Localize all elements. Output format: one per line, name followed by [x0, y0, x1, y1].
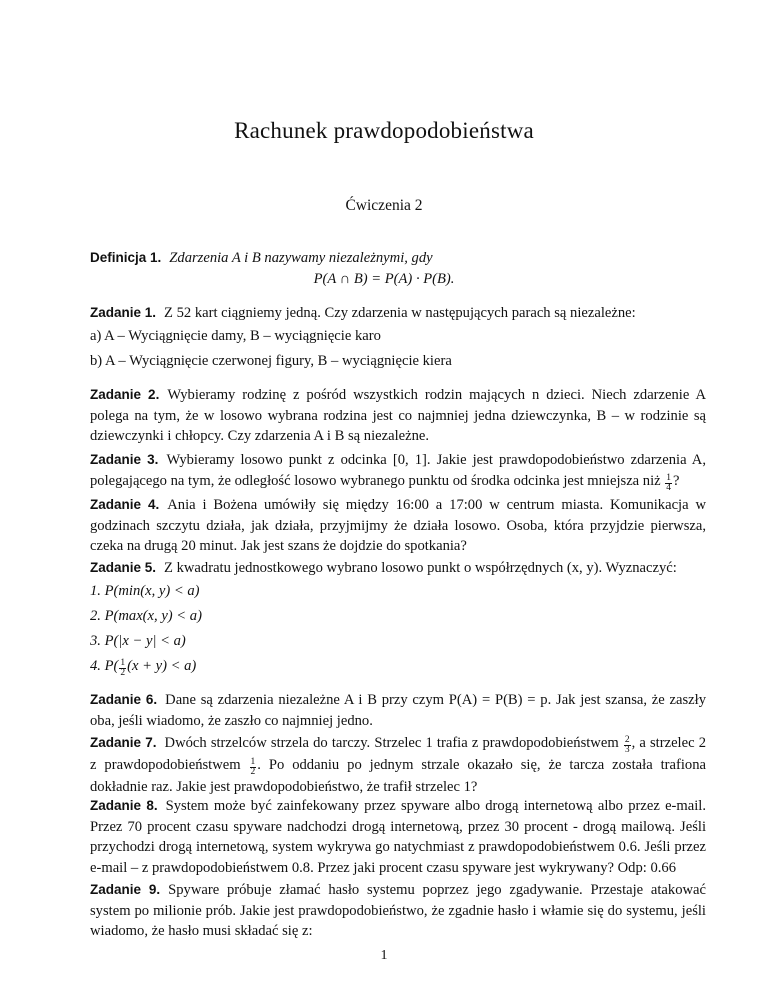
task-4-text: Ania i Bożena umówiły się między 16:00 a 17:00 w centrum miasta. Komunikacja w godzinach szczytu działa, jak działa, przyjmijmy że działa losowo. Osoba, która przyjdzie pierwsza, czeka na drugą 20 minut. Jak jest szans że dojdzie do spotkania?	[90, 497, 706, 554]
task-7-fraction-2: $\frac{1}{2}$	[250, 757, 256, 777]
task-1-item-a: a) A – Wyciągnięcie damy, B – wyciągnięcie karo	[90, 328, 381, 344]
task-2	[90, 385, 706, 447]
definition-text: Zdarzenia A i B nazywamy niezależnymi, gdy	[169, 250, 433, 266]
task-8-label: Zadanie 8.	[90, 798, 158, 813]
task-8-text: System może być zainfekowany przez spyware albo drogą internetową albo przez e-mail. Przez 70 procent czasu spyware nadchodzi drogą internetową, przez 30 procent - drogą mailową. Jeśli przychodzi drogą internetową, system wykrywa go natychmiast z prawdopodobieństwem 0.6. Jeśli przez e-mail – z prawdopodobieństwem 0.8. Przez jaki procent czasu spyware jest wykrywany? Odp: 0.66	[90, 798, 706, 876]
task-4	[90, 495, 706, 557]
definition-formula: P(A ∩ B) = P(A) · P(B).	[313, 271, 455, 287]
task-6-label: Zadanie 6.	[90, 692, 158, 707]
task-9-label: Zadanie 9.	[90, 882, 161, 897]
task-9-text: Spyware próbuje złamać hasło systemu poprzez jego zgadywanie. Przestaje atakować system po milionie prób. Jakie jest prawdopodobieństwo, że zgadnie hasło i włamie się do systemu, jeśli wiadomo, że hasło musi składać się z:	[90, 882, 706, 939]
page-number: 1	[380, 948, 388, 963]
task-7-label: Zadanie 7.	[90, 735, 157, 750]
task-5-item-3: 3. P(|x − y| < a)	[90, 633, 186, 649]
document-subtitle: Ćwiczenia 2	[345, 197, 423, 214]
task-5-item-4-fraction: $\frac{1}{2}$	[120, 658, 126, 678]
task-1	[90, 303, 706, 324]
task-9	[90, 880, 706, 942]
task-7-fraction-1: $\frac{2}{3}$	[624, 735, 630, 755]
task-6	[90, 690, 706, 731]
task-5-item-2: 2. P(max(x, y) < a)	[90, 608, 202, 624]
task-6-text: Dane są zdarzenia niezależne A i B przy czym P(A) = P(B) = p. Jak jest szansa, że zaszły oba, jeśli wiadomo, że zaszło co najmniej jedno.	[90, 692, 706, 729]
task-5-text: Z kwadratu jednostkowego wybrano losowo punkt o współrzędnych (x, y). Wyznaczyć:	[164, 560, 677, 576]
task-1-label: Zadanie 1.	[90, 305, 157, 320]
definition-label: Definicja 1.	[90, 250, 162, 265]
task-1-item-b: b) A – Wyciągnięcie czerwonej figury, B – wyciągnięcie kiera	[90, 353, 452, 369]
task-5-label: Zadanie 5.	[90, 560, 157, 575]
task-3-fraction: $\frac{1}{4}$	[666, 472, 672, 493]
task-5-item-4: 4. P( $\frac{1}{2}$ (x + y) < a)	[90, 658, 197, 678]
task-7: Zadanie 7. Dwóch strzelców strzela do tarczy. Strzelec 1 trafia z prawdopodobieństwem $\frac{2}{3}$ , a strzelec 2 z prawdopodobieństwem $\frac{1}{2}$ . Po oddaniu po jednym strzale okazało się, że tarcza została trafiona dokładnie raz. Jakie jest prawdopodobieństwo, że trafił strzelec 1?	[90, 735, 706, 795]
task-5	[90, 558, 706, 579]
definition-1	[90, 248, 706, 269]
task-4-label: Zadanie 4.	[90, 497, 160, 512]
task-3: Zadanie 3. Wybieramy losowo punkt z odcinka [0, 1]. Jakie jest prawdopodobieństwo zdarzenia A, polegającego na tym, że odległość losowo wybranego punktu od środka odcinka jest mniejsza niż $\frac{1}{4}$ ?	[90, 452, 706, 493]
task-2-text: Wybieramy rodzinę z pośród wszystkich rodzin mających n dzieci. Niech zdarzenie A polega na tym, że w losowo wybrana rodzina jest co najmniej jedna dziewczynka, B – w rodzinie są dziewczynki i chłopcy. Czy zdarzenia A i B są niezależne.	[90, 387, 706, 444]
task-5-item-1: 1. P(min(x, y) < a)	[90, 583, 200, 599]
task-2-label: Zadanie 2.	[90, 387, 160, 402]
task-3-text: Wybieramy losowo punkt z odcinka [0, 1]. Jakie jest prawdopodobieństwo zdarzenia A, polegającego na tym, że odległość losowo wybranego punktu od środka odcinka jest mniejsza niż	[90, 452, 706, 489]
document-title: Rachunek prawdopodobieństwa	[234, 118, 534, 143]
task-8	[90, 796, 706, 878]
task-3-label: Zadanie 3.	[90, 452, 159, 467]
task-1-text: Z 52 kart ciągniemy jedną. Czy zdarzenia w następujących parach są niezależne:	[164, 305, 636, 321]
